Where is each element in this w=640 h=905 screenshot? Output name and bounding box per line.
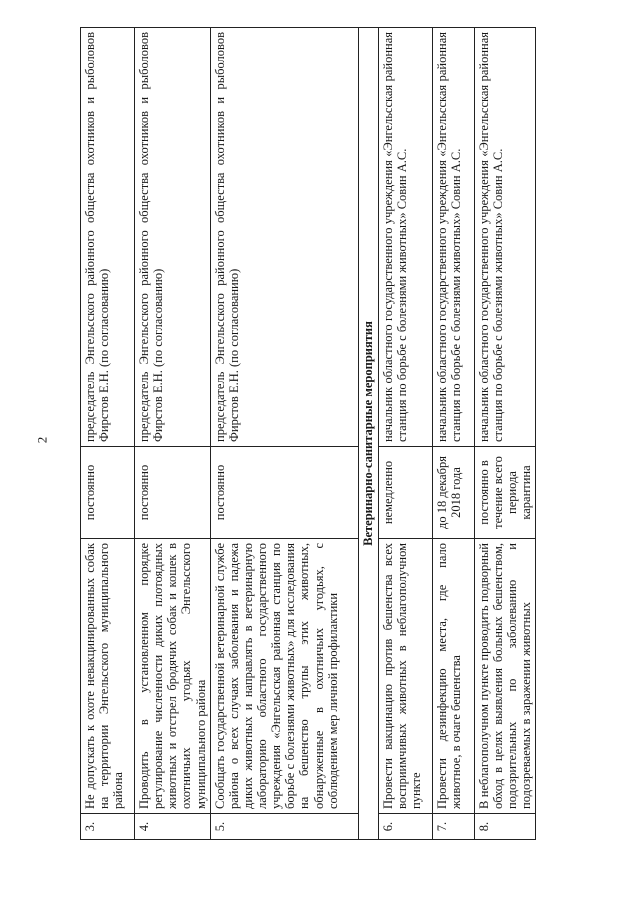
action-cell: Не допускать к охоте невакцинированных собак на территории Энгельсского муниципального района: [81, 539, 135, 814]
row-number: 5.: [210, 814, 358, 840]
section-row: [358, 28, 378, 840]
row-number: 4.: [135, 814, 211, 840]
table-row: [432, 28, 474, 840]
action-cell: Проводить в установленном порядке регулирование численности диких плотоядных животных и отстрел бродячих собак и кошек в охотничьих угодьях Энгельсского муниципального района: [135, 539, 211, 814]
term-cell: до 18 декабря 2018 года: [432, 447, 474, 539]
table-row: [210, 28, 358, 840]
measures-table: [80, 27, 536, 840]
action-cell: В неблагополучном пункте проводить подворный обход в целях выявления больных бешенством, подозрительных по заболеванию и подозреваемых в заражении животных: [474, 539, 536, 814]
action-cell: Провести дезинфекцию места, где пало животное, в очаге бешенства: [432, 539, 474, 814]
row-number: 7.: [432, 814, 474, 840]
rotated-page-content: [80, 28, 533, 840]
responsible-cell: председатель Энгельсского районного общества охотников и рыболовов Фирстов Е.Н. (по согласованию): [81, 28, 135, 447]
responsible-cell: председатель Энгельсского районного общества охотников и рыболовов Фирстов Е.Н. (по согласованию): [135, 28, 211, 447]
responsible-cell: председатель Энгельсского районного общества охотников и рыболовов Фирстов Е.Н. (по согласованию): [210, 28, 358, 447]
term-cell: постоянно в течение всего периода карантина: [474, 447, 536, 539]
row-number: 8.: [474, 814, 536, 840]
table-row: [378, 28, 432, 840]
term-cell: постоянно: [81, 447, 135, 539]
table-row: [135, 28, 211, 840]
term-cell: постоянно: [210, 447, 358, 539]
table-row: [81, 28, 135, 840]
action-cell: Сообщать государственной ветеринарной службе района о всех случаях заболевания и падежа диких животных и направлять в ветеринарную лабораторию областного государственного учреждения «Энгельсская районная станция по борьбе с болезнями животных» для исследования на бешенство трупы этих животных, обнаруженные в охотничьих угодьях, с соблюдением мер личной профилактики: [210, 539, 358, 814]
row-number: 6.: [378, 814, 432, 840]
table-row: [474, 28, 536, 840]
row-number: 3.: [81, 814, 135, 840]
section-title: Ветеринарно-санитарные мероприятия: [358, 28, 378, 840]
responsible-cell: начальник областного государственного учреждения «Энгельсская районная станция по борьбе с болезнями животных» Совин А.С.: [432, 28, 474, 447]
page-number: 2: [34, 436, 50, 444]
responsible-cell: начальник областного государственного учреждения «Энгельсская районная станция по борьбе с болезнями животных» Совин А.С.: [474, 28, 536, 447]
term-cell: постоянно: [135, 447, 211, 539]
responsible-cell: начальник областного государственного учреждения «Энгельсская районная станция по борьбе с болезнями животных» Совин А.С.: [378, 28, 432, 447]
action-cell: Провести вакцинацию против бешенства всех восприимчивых животных в неблагополучном пункте: [378, 539, 432, 814]
term-cell: немедленно: [378, 447, 432, 539]
